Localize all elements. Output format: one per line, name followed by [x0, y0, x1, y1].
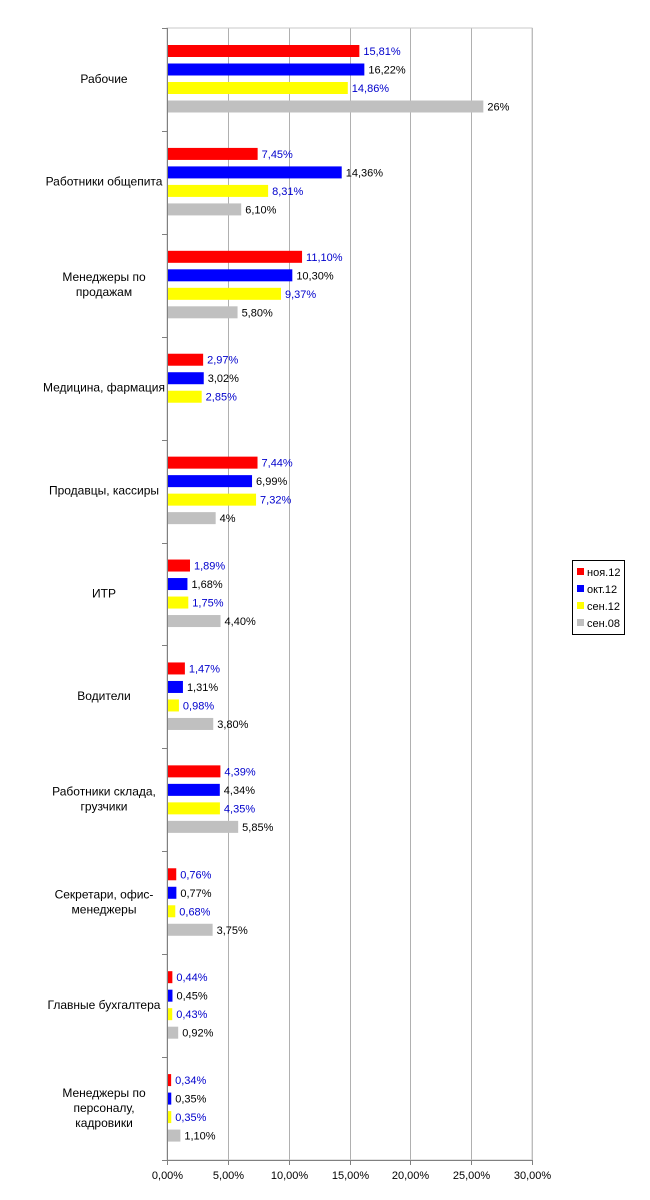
category-label	[55, 888, 154, 917]
bar-ноя.12-3	[168, 354, 203, 366]
data-label: 7,45%	[261, 148, 293, 161]
data-label: 0,34%	[175, 1075, 207, 1088]
bar-сен.08-5	[168, 615, 221, 627]
legend-swatch	[577, 619, 584, 626]
data-label: 1,10%	[184, 1130, 216, 1143]
bar-ноя.12-2	[168, 251, 302, 263]
bar-сен.08-9	[168, 1027, 178, 1039]
x-tick-label: 30,00%	[513, 1170, 552, 1182]
data-label: 2,85%	[205, 391, 237, 404]
category-label	[48, 998, 161, 1012]
category-label-line: Главные бухгалтера	[47, 997, 161, 1012]
legend	[573, 561, 625, 635]
data-label: 14,36%	[345, 167, 384, 180]
category-label-line: Менеджеры по	[62, 1085, 146, 1100]
bar-сен.08-4	[168, 512, 216, 524]
category-label-line: Секретари, офис-	[54, 887, 154, 902]
bar-сен.08-0	[168, 101, 483, 113]
data-label: 3,75%	[216, 924, 248, 937]
bar-ноя.12-7	[168, 765, 220, 777]
bar-сен.08-2	[168, 306, 238, 318]
data-label: 9,37%	[285, 288, 317, 301]
category-label-line: продажам	[75, 285, 133, 300]
x-tick-label: 5,00%	[212, 1170, 245, 1182]
category-label-line: Менеджеры по	[62, 270, 146, 285]
category-label	[43, 380, 165, 394]
data-label: 2,97%	[207, 354, 239, 367]
data-label: 26%	[487, 101, 510, 114]
data-label: 0,44%	[176, 972, 208, 985]
legend-swatch	[577, 585, 584, 592]
bar-окт.12-3	[168, 372, 204, 384]
x-tick-label: 20,00%	[391, 1170, 430, 1182]
data-label: 4,34%	[223, 784, 256, 797]
data-label: 14,86%	[351, 83, 390, 95]
bar-окт.12-9	[168, 990, 172, 1002]
data-label: 3,02%	[207, 373, 239, 386]
axes	[162, 28, 533, 1165]
data-label: 3,80%	[217, 718, 249, 731]
bar-окт.12-8	[168, 887, 176, 899]
data-label: 4,35%	[223, 803, 256, 816]
bar-окт.12-7	[168, 784, 220, 796]
bar-ноя.12-4	[168, 457, 258, 469]
category-label-line: персоналу,	[73, 1100, 135, 1115]
category-label	[62, 1086, 146, 1130]
bar-сен.12-7	[168, 802, 220, 814]
legend-label: сен.12	[587, 601, 620, 613]
bar-ноя.12-8	[168, 868, 176, 880]
legend-swatch	[577, 568, 584, 575]
bar-сен.12-1	[168, 185, 268, 197]
x-tick-label: 10,00%	[270, 1170, 309, 1182]
data-label: 1,31%	[186, 681, 219, 694]
category-label-line: Медицина, фармация	[42, 380, 166, 395]
category-label	[46, 175, 163, 189]
category-label	[62, 270, 146, 299]
category-label-line: Рабочие	[80, 71, 128, 86]
category-label	[77, 689, 130, 703]
legend-label: окт.12	[587, 584, 618, 596]
bar-окт.12-1	[168, 166, 342, 178]
data-label: 1,47%	[188, 663, 221, 676]
data-label: 0,35%	[175, 1093, 207, 1106]
bar-ноя.12-1	[168, 148, 258, 160]
data-label: 1,75%	[192, 597, 224, 610]
data-label: 4%	[219, 513, 236, 526]
legend-swatch	[577, 602, 584, 609]
bars	[168, 45, 483, 1142]
bar-сен.12-4	[168, 494, 256, 506]
data-label: 8,31%	[272, 185, 304, 198]
bar-сен.12-6	[168, 699, 179, 711]
bar-сен.12-8	[168, 905, 175, 917]
data-label: 10,30%	[296, 270, 334, 283]
x-tick-label: 25,00%	[452, 1170, 491, 1182]
data-label: 0,92%	[182, 1027, 214, 1040]
category-label-line: кадровики	[75, 1115, 133, 1130]
category-label-line: менеджеры	[71, 902, 137, 917]
bar-сен.12-9	[168, 1008, 172, 1020]
category-label	[80, 72, 128, 86]
bar-сен.12-3	[168, 391, 202, 403]
bar-ноя.12-0	[168, 45, 359, 57]
data-label: 5,85%	[242, 821, 274, 834]
data-label: 0,98%	[182, 700, 215, 713]
category-label	[49, 483, 159, 497]
category-label-line: Работники общепита	[45, 174, 163, 189]
data-label: 4,40%	[224, 616, 256, 629]
category-label	[92, 586, 116, 600]
bar-сен.12-2	[168, 288, 281, 300]
data-label: 0,45%	[176, 990, 208, 1003]
data-label: 15,81%	[363, 46, 401, 58]
data-label: 7,32%	[260, 494, 292, 507]
bar-сен.08-7	[168, 821, 238, 833]
bar-окт.12-2	[168, 269, 292, 281]
bar-сен.08-10	[168, 1130, 180, 1142]
category-label-line: Продавцы, кассиры	[48, 483, 160, 498]
bar-ноя.12-6	[168, 662, 185, 674]
category-label	[52, 785, 156, 814]
bar-сен.08-6	[168, 718, 213, 730]
data-label: 0,76%	[180, 869, 212, 882]
bar-сен.08-1	[168, 203, 241, 215]
bar-сен.12-10	[168, 1111, 171, 1123]
data-label: 6,10%	[245, 204, 277, 217]
category-labels	[43, 72, 165, 1130]
data-label: 0,68%	[179, 906, 211, 919]
bar-сен.08-8	[168, 924, 213, 936]
data-label: 4,39%	[224, 766, 256, 779]
bar-окт.12-0	[168, 64, 364, 76]
data-label: 7,44%	[261, 457, 293, 470]
legend-label: ноя.12	[587, 567, 621, 579]
bar-ноя.12-9	[168, 971, 172, 983]
data-label: 0,35%	[175, 1112, 207, 1125]
category-label-line: Водители	[77, 689, 131, 704]
data-label: 1,68%	[191, 579, 223, 592]
category-label-line: ИТР	[92, 586, 116, 601]
bar-окт.12-5	[168, 578, 187, 590]
bar-ноя.12-10	[168, 1074, 171, 1086]
data-label: 0,43%	[176, 1009, 208, 1022]
x-tick-label: 0,00%	[151, 1170, 184, 1182]
bar-сен.12-0	[168, 82, 348, 94]
data-label: 11,10%	[306, 251, 343, 264]
data-label: 16,22%	[368, 64, 406, 77]
category-label-line: грузчики	[80, 799, 128, 814]
bar-окт.12-10	[168, 1093, 171, 1105]
data-label: 5,80%	[241, 307, 273, 320]
x-tick-labels	[152, 1170, 551, 1182]
data-label: 1,89%	[193, 560, 226, 573]
category-label-line: Работники склада,	[52, 784, 156, 799]
data-label: 0,77%	[180, 887, 212, 900]
plot-area-border	[167, 28, 532, 1160]
x-tick-label: 15,00%	[331, 1170, 370, 1182]
legend-label: сен.08	[587, 618, 620, 630]
data-label: 6,99%	[256, 476, 288, 489]
bar-сен.12-5	[168, 597, 188, 609]
bar-ноя.12-5	[168, 560, 190, 572]
bar-окт.12-6	[168, 681, 183, 693]
bar-окт.12-4	[168, 475, 252, 487]
